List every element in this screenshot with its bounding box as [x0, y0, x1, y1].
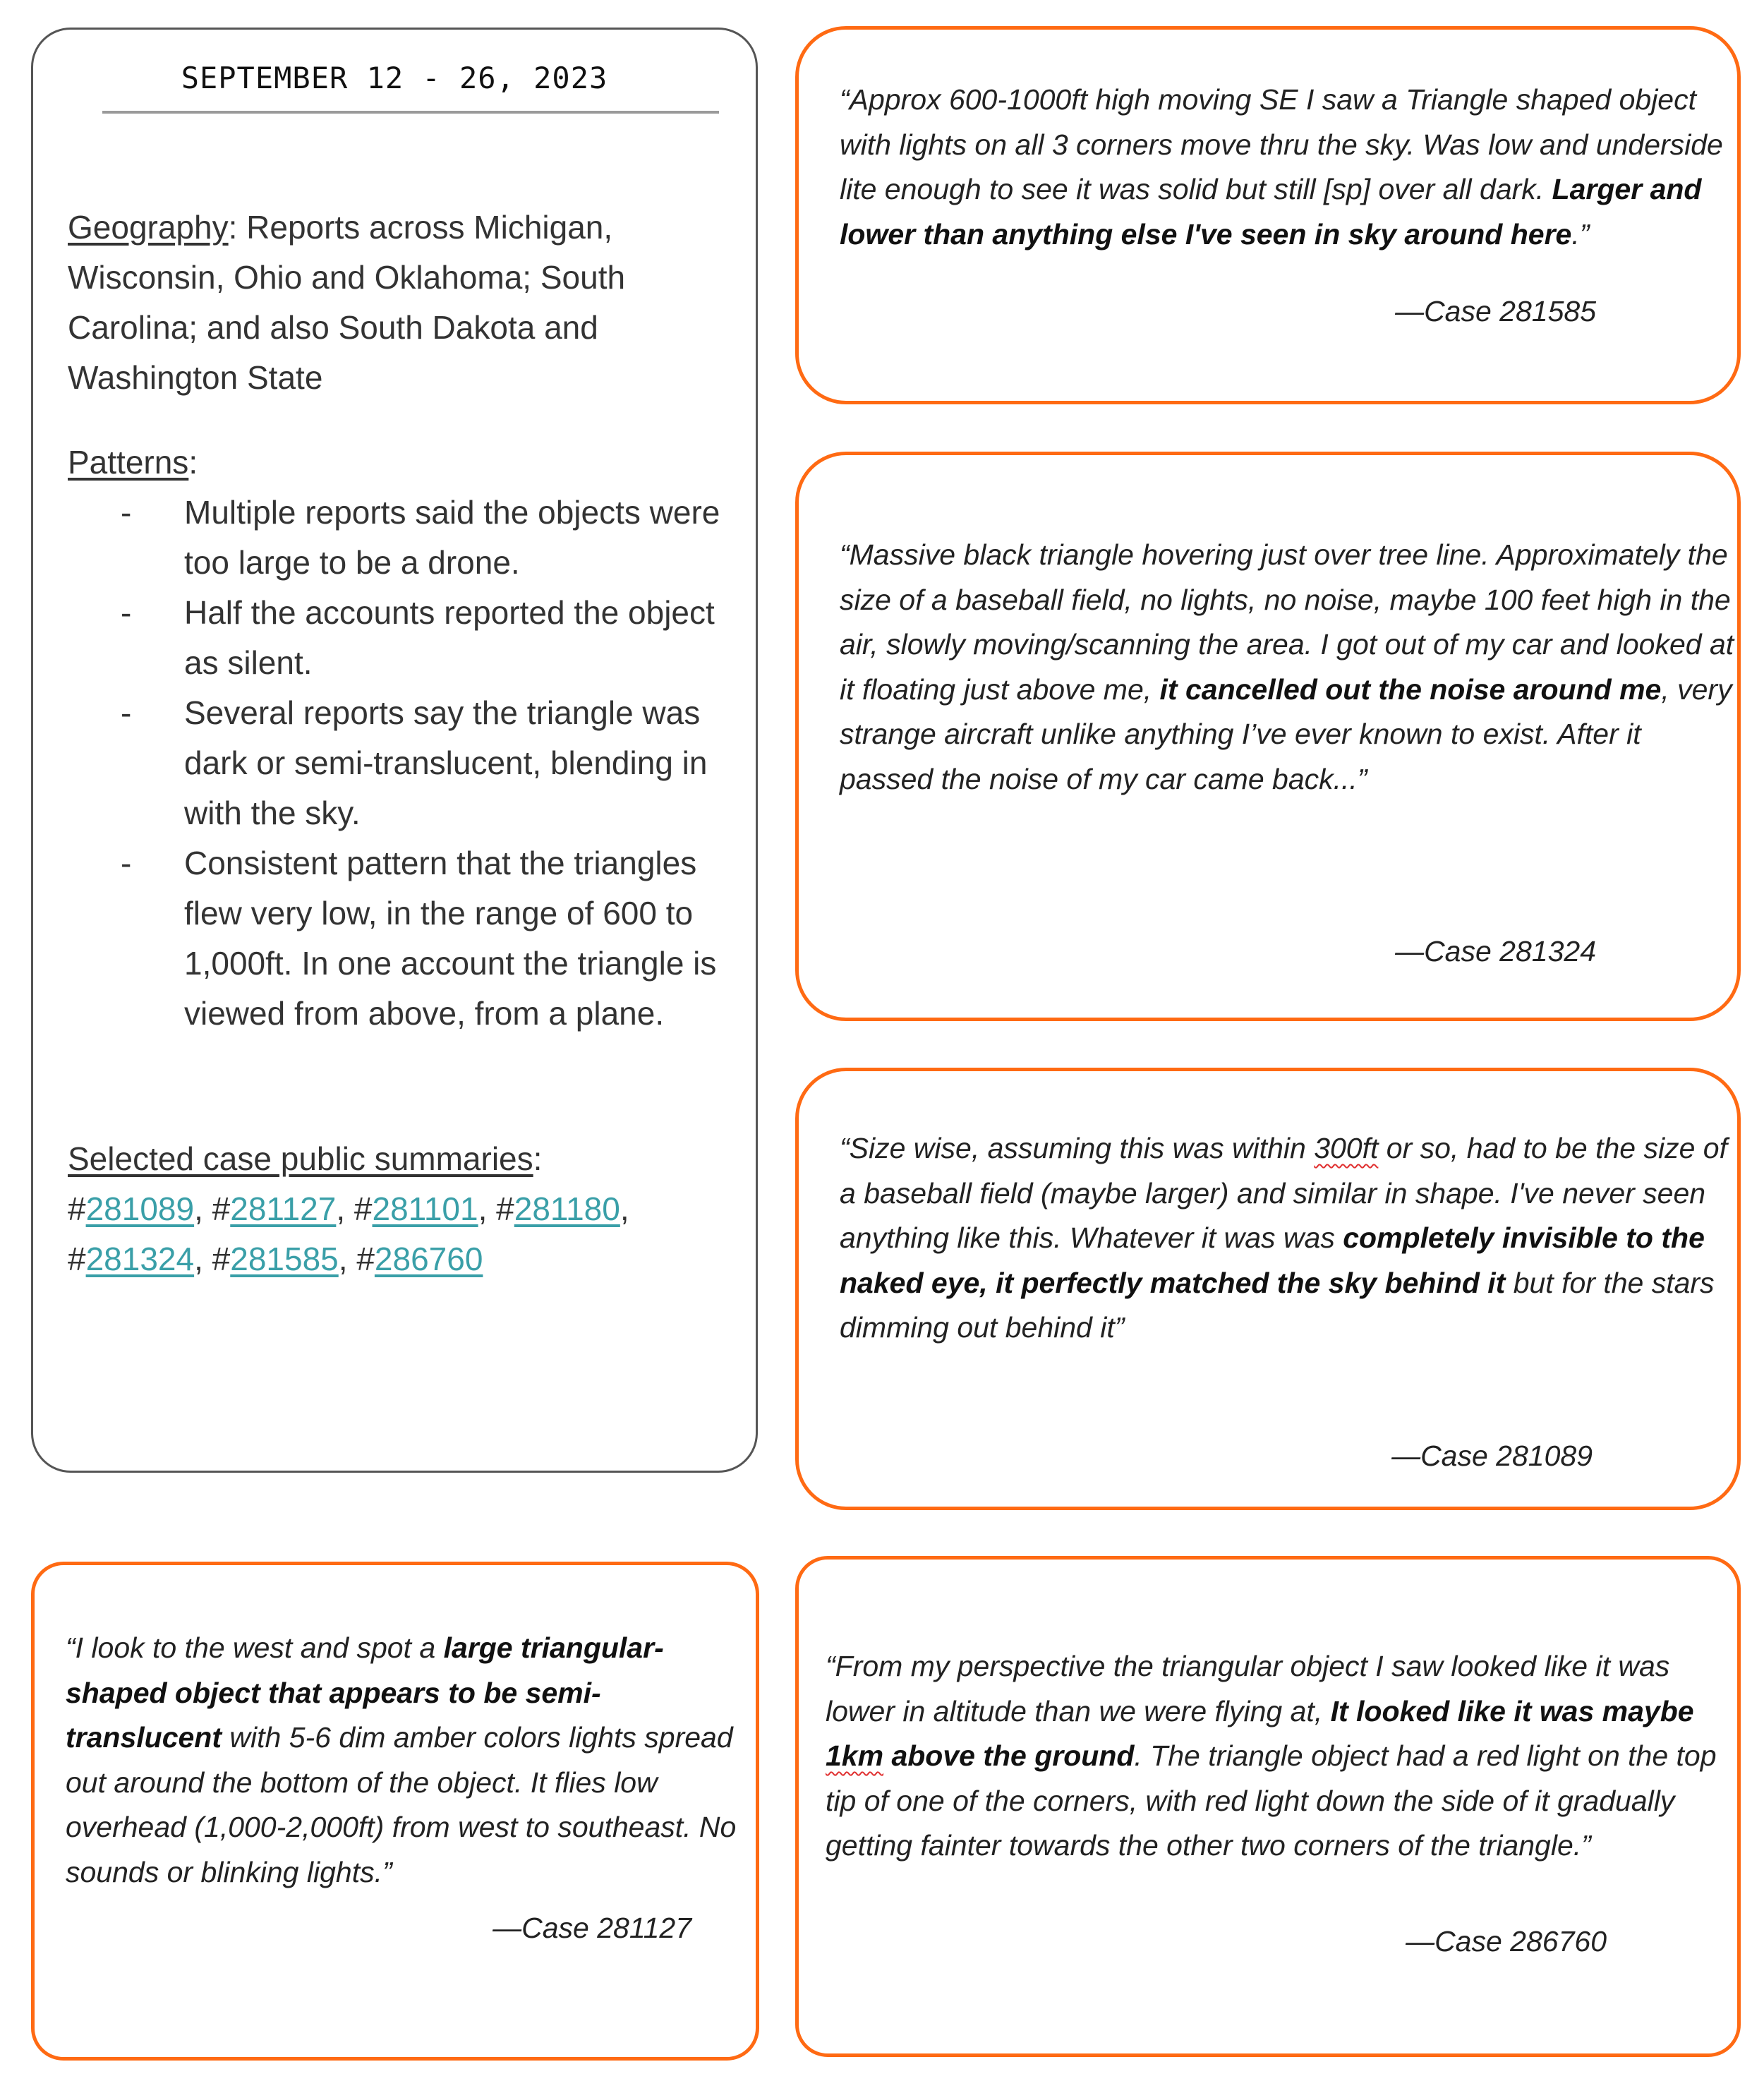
hash-sign: #	[354, 1190, 373, 1227]
case-links	[68, 1184, 731, 1284]
case-link-281324[interactable]: 281324	[85, 1241, 195, 1277]
geography-text: : Reports across Michigan, Wisconsin, Ohio and Oklahoma; South Carolina; and also South Dakota and Washington State	[68, 209, 626, 396]
emphasized-text: it cancelled out the noise around me	[1159, 672, 1662, 706]
separator: ,	[194, 1241, 212, 1277]
quote-text	[840, 1126, 1743, 1351]
selected-cases-label: Selected case public summaries	[68, 1140, 533, 1177]
quote-run: “From my perspective the triangular object I saw looked like it was lower in altitude than we were flying at,	[826, 1650, 1670, 1727]
bullet-dash: -	[121, 845, 132, 881]
separator: ,	[194, 1190, 212, 1227]
summary-panel	[31, 28, 758, 1473]
pattern-text: Multiple reports said the objects were too large to be a drone.	[184, 494, 720, 581]
case-attribution: —Case 281089	[1391, 1440, 1593, 1472]
emphasized-text: Larger and lower than anything else I've seen in sky around here	[840, 173, 1702, 251]
case-link-281127[interactable]: 281127	[230, 1190, 337, 1227]
case-attribution: —Case 286760	[1406, 1925, 1607, 1958]
quote-card-281324	[795, 452, 1741, 1021]
case-link-281101[interactable]: 281101	[372, 1190, 478, 1227]
geography-section	[68, 203, 731, 403]
quote-run: “Approx 600-1000ft high moving SE I saw a Triangle shaped object with lights on all 3 corners move thru the sky. Was low and underside lite enough to see it was solid but still [sp] over all dark.	[840, 83, 1723, 205]
quote-text	[66, 1626, 743, 1895]
pattern-item	[68, 838, 731, 1039]
pattern-text: Half the accounts reported the object as silent.	[184, 594, 715, 681]
emphasized-text: 1km	[826, 1739, 884, 1772]
separator: ,	[620, 1190, 629, 1227]
quote-card-281585	[795, 26, 1741, 404]
quote-text	[840, 533, 1736, 802]
pattern-item	[68, 488, 731, 588]
quote-run: “Size wise, assuming this was within	[840, 1132, 1315, 1164]
selected-colon: :	[533, 1140, 543, 1177]
separator: ,	[336, 1190, 354, 1227]
quote-card-281089	[795, 1068, 1741, 1510]
pattern-text: Several reports say the triangle was dark or semi-translucent, blending in with the sky.	[184, 694, 708, 831]
quote-card-286760	[795, 1556, 1741, 2057]
emphasized-text: It looked like it was maybe	[1330, 1694, 1694, 1727]
hash-sign: #	[212, 1241, 231, 1277]
quote-run: . The triangle object had a red light on the top tip of one of the corners, with red light down the side of it gradually getting fainter towards the other two corners of the triangle.”	[826, 1739, 1717, 1862]
selected-cases-section	[68, 1134, 731, 1284]
patterns-list	[68, 488, 731, 1039]
hash-sign: #	[212, 1190, 231, 1227]
date-range-heading: SEPTEMBER 12 - 26, 2023	[181, 61, 608, 95]
pattern-item	[68, 588, 731, 688]
quote-run: but for the stars dimming out behind it”	[840, 1266, 1715, 1344]
geography-label: Geography	[68, 209, 229, 246]
quote-text	[826, 1644, 1736, 1869]
emphasized-text: large triangular-shaped object that appears to be semi-translucent	[66, 1631, 664, 1754]
bullet-dash: -	[121, 594, 132, 631]
patterns-label: Patterns	[68, 444, 189, 481]
case-attribution: —Case 281324	[1395, 935, 1596, 967]
hash-sign: #	[356, 1241, 375, 1277]
quote-run: .”	[1571, 217, 1590, 251]
bullet-dash: -	[121, 694, 132, 731]
separator: ,	[478, 1190, 497, 1227]
bullet-dash: -	[121, 494, 132, 531]
pattern-item	[68, 688, 731, 838]
heading-divider	[102, 111, 719, 114]
quote-run: “Massive black triangle hovering just over tree line. Approximately the size of a baseball field, no lights, no noise, maybe 100 feet high in the air, slowly moving/scanning the area. I got out of my car and looked at it floating just above me,	[840, 538, 1734, 706]
case-link-281180[interactable]: 281180	[514, 1190, 620, 1227]
case-link-286760[interactable]: 286760	[374, 1241, 483, 1277]
case-link-281089[interactable]: 281089	[85, 1190, 195, 1227]
quote-run: “I look to the west and spot a	[66, 1631, 444, 1664]
case-attribution: —Case 281127	[493, 1912, 691, 1944]
quote-card-281127	[31, 1562, 759, 2061]
hash-sign: #	[68, 1190, 86, 1227]
quote-run: 300ft	[1314, 1132, 1379, 1164]
hash-sign: #	[496, 1190, 514, 1227]
emphasized-text: completely invisible to the naked eye, it perfectly matched the sky behind it	[840, 1222, 1705, 1299]
quote-run: or so, had to be the size of a baseball field (maybe larger) and similar in shape. I've never seen anything like this. Whatever it was was	[840, 1132, 1727, 1254]
patterns-colon: :	[188, 444, 198, 481]
quote-text	[840, 78, 1736, 257]
hash-sign: #	[68, 1241, 86, 1277]
patterns-section	[68, 438, 731, 1039]
case-attribution: —Case 281585	[1395, 295, 1596, 327]
separator: ,	[338, 1241, 357, 1277]
quote-run: , very strange aircraft unlike anything I’ve ever known to exist. After it passed the noise of my car came back...”	[840, 672, 1732, 795]
pattern-text: Consistent pattern that the triangles flew very low, in the range of 600 to 1,000ft. In one account the triangle is viewed from above, from a plane.	[184, 845, 717, 1032]
quote-run: with 5-6 dim amber colors lights spread out around the bottom of the object. It flies low overhead (1,000-2,000ft) from west to southeast. No sounds or blinking lights.”	[66, 1721, 737, 1888]
case-link-281585[interactable]: 281585	[230, 1241, 339, 1277]
emphasized-text: above the ground	[883, 1739, 1135, 1772]
